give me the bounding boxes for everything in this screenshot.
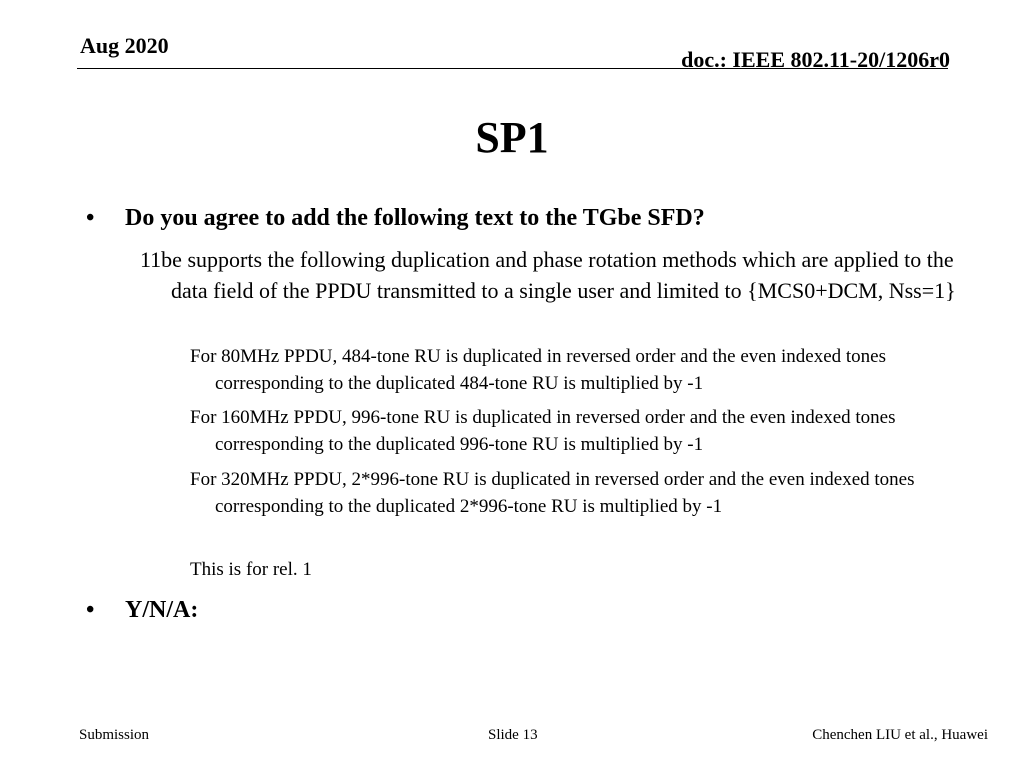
sub-item-160mhz: For 160MHz PPDU, 996-tone RU is duplicated in reversed order and the even indexed tones corresponding to the duplicated 996-tone RU is multiplied by -1 — [190, 407, 896, 455]
sub-item-80mhz: For 80MHz PPDU, 484-tone RU is duplicated in reversed order and the even indexed tones corresponding to the duplicated 484-tone RU is multiplied by -1 — [190, 346, 886, 394]
bullet-icon: • — [86, 597, 95, 623]
header-doc-id: doc.: IEEE 802.11-20/1206r0 — [681, 47, 950, 72]
footer-slide-number: Slide 13 — [488, 727, 538, 743]
footer-author: Chenchen LIU et al., Huawei — [812, 727, 988, 743]
sub-item-release: This is for rel. 1 — [190, 559, 312, 580]
bullet-vote — [86, 595, 198, 625]
bullet-icon: • — [86, 205, 95, 231]
header-date: Aug 2020 — [80, 33, 169, 58]
question-text: Do you agree to add the following text to the TGbe SFD? — [125, 205, 705, 231]
bullet-question — [86, 203, 705, 233]
header-divider — [77, 68, 948, 69]
footer-submission: Submission — [79, 727, 150, 743]
statement-text: 11be supports the following duplication and phase rotation methods which are applied to the data field of the PPDU transmitted to a single user and limited to {MCS0+DCM, Nss=1} — [140, 247, 956, 303]
vote-text: Y/N/A: — [125, 597, 199, 623]
slide-title: SP1 — [475, 113, 549, 162]
sub-item-320mhz: For 320MHz PPDU, 2*996-tone RU is duplicated in reversed order and the even indexed tones corresponding to the duplicated 2*996-tone RU is multiplied by -1 — [190, 469, 915, 517]
